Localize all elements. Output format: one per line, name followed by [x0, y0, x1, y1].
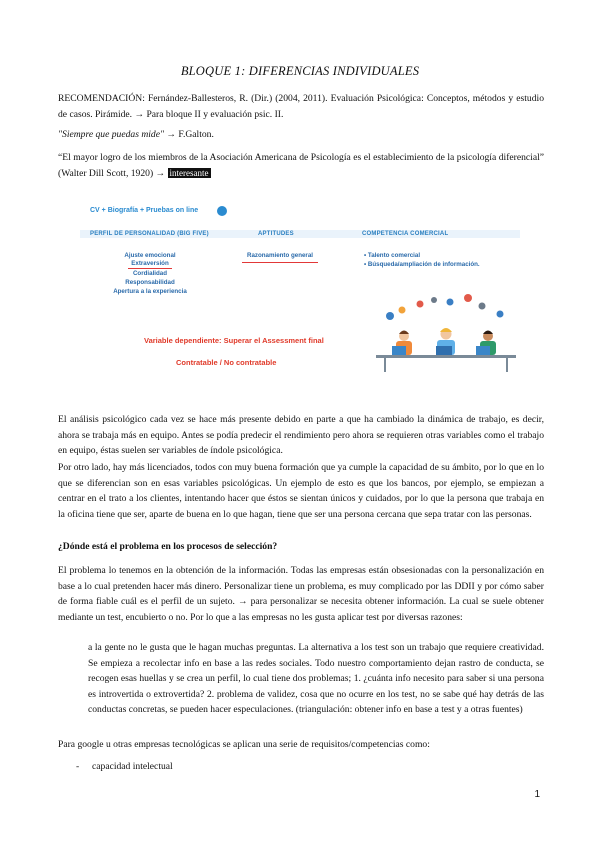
clock-icon	[431, 297, 437, 303]
scott-quote-text: “El mayor logro de los miembros de la Asociación Americana de Psicología es el establecimiento de la psicología diferencial” (Walter Dill Scott, 1920) →	[58, 152, 544, 179]
heart-icon	[417, 301, 424, 308]
big-five-item: Extraversión	[131, 260, 169, 267]
aptitude-underline	[242, 262, 318, 263]
laptop-icon	[392, 346, 406, 356]
person-hair	[399, 331, 409, 335]
body-paragraph: El problema lo tenemos en la obtención de la información. Todas las empresas están obsesionadas con la personalización en base a lo cual pretenden hacer más dinero. Personalizar tiene un problema, es muy complicado por las DDII y por cómo saber de forma fiable cuál es el perfil de un sujeto. → para personalizar se necesita obtener información. La cual se suele obtener mediante un test, encubierto o no. Por lo que a las empresas no les gusta aplicar test por diversas razones:	[58, 565, 544, 623]
personality-column-title: PERFIL DE PERSONALIDAD (BIG FIVE)	[90, 231, 209, 237]
selection-process-figure	[80, 196, 520, 376]
desk-leg	[384, 358, 386, 372]
big-five-item: Responsabilidad	[125, 279, 175, 286]
competence-item: • Talento comercial	[364, 252, 421, 259]
person-left	[392, 331, 412, 357]
globe-icon	[497, 311, 504, 318]
big-five-item: Apertura a la experiencia	[113, 288, 187, 295]
body-paragraph: Para google u otras empresas tecnológicas se aplican una serie de requisitos/competencias como:	[58, 739, 430, 750]
competence-item-label: Talento comercial	[367, 252, 421, 259]
indented-paragraph: a la gente no le gusta que le hagan muchas preguntas. La alternativa a los test son un trabajo que requiere creatividad. Se empieza a recolectar info en base a las redes sociales. Todo nuestro comportamiento dejan rastro de conducta, se recogen esas huellas y se crea un perfil, lo cual tiene dos problemas; 1. ¿cuánta info necesito para saber si una persona es introvertida o extrovertida? 2. problema de validez, cosa que no ocurre en los test, no se sabe qué hay detrás de las conductas concretas, se pueden hacer especulaciones. (triangulación: obtener info en base a test y a otras fuentes)	[88, 642, 544, 716]
competence-item: • Búsqueda/ampliación de información.	[364, 261, 480, 268]
extraversion-underline	[128, 268, 172, 269]
gear-icon	[386, 312, 394, 320]
figure-banner: CV + Biografía + Pruebas on line	[90, 207, 199, 214]
chart-icon	[479, 303, 486, 310]
desk-leg	[506, 358, 508, 372]
bulb-icon	[399, 307, 406, 314]
body-paragraph: Por otro lado, hay más licenciados, todos con muy buena formación que ya cumple la capacidad de su ámbito, por lo que en lo que se diferencian son en esas variables psicológicas. Un ejemplo de esto es que los bancos, por ejemplo, se empiezan a centrar en el trato a los clientes, intentando hacer que éstos se sientan únicos y cuidados, por lo que la persona que trabaja en la oficina tiene que ser, aparte de buena en lo que hagan, tiene que ser una persona cercana que sepa tratar con las personas.	[58, 462, 544, 520]
competence-column-title: COMPETENCIA COMERCIAL	[362, 231, 449, 237]
body-paragraph: El análisis psicológico cada vez se hace más presente debido en parte a que ha cambiado la dinámica de trabajo, es decir, ahora se trabaja más en equipo. Antes se podía predecir el rendimiento pero ahora se requieren otras variables como el trabajo en equipo, éstas suelen ser variables de índole psicológica.	[58, 414, 544, 457]
bullet-mark: -	[76, 761, 80, 772]
recommendation-paragraph: RECOMENDACIÓN: Fernández-Ballesteros, R. (Dir.) (2004, 2011). Evaluación Psicológica: Conceptos, métodos y estudio de casos. Pirámide. → Para bloque II y evaluación psic. II.	[58, 93, 544, 120]
company-logo-icon	[217, 206, 227, 216]
person-center	[436, 328, 455, 356]
highlight-label: interesante	[169, 167, 209, 178]
chat-icon	[447, 299, 454, 306]
aptitude-item: Razonamiento general	[246, 252, 313, 259]
person-hair	[440, 328, 452, 332]
page-title: BLOQUE 1: DIFERENCIAS INDIVIDUALES	[180, 64, 420, 78]
section-heading: ¿Dónde está el problema en los procesos de selección?	[58, 541, 278, 552]
laptop-icon	[476, 346, 490, 356]
competence-item-label: Búsqueda/ampliación de información.	[367, 261, 480, 268]
galton-quote-author: → F.Galton.	[164, 129, 214, 140]
outcome-label: Contratable / No contratable	[176, 358, 277, 367]
person-hair	[483, 331, 493, 335]
page-number: 1	[534, 789, 540, 800]
galton-quote	[58, 127, 544, 143]
big-five-item: Ajuste emocional	[124, 252, 176, 259]
big-five-item: Cordialidad	[132, 270, 168, 277]
target-icon	[464, 294, 472, 302]
galton-quote-text: "Siempre que puedas mide"	[58, 129, 165, 140]
laptop-icon	[436, 346, 452, 356]
aptitudes-column-title: APTITUDES	[258, 231, 294, 237]
scott-quote	[58, 150, 544, 181]
dependent-variable-label: Variable dependiente: Superar el Assessment final	[144, 336, 324, 345]
floating-icons	[386, 294, 504, 320]
desk	[376, 355, 516, 358]
bullet-item: capacidad intelectual	[92, 761, 173, 772]
team-illustration	[372, 294, 520, 374]
person-right	[476, 331, 496, 357]
